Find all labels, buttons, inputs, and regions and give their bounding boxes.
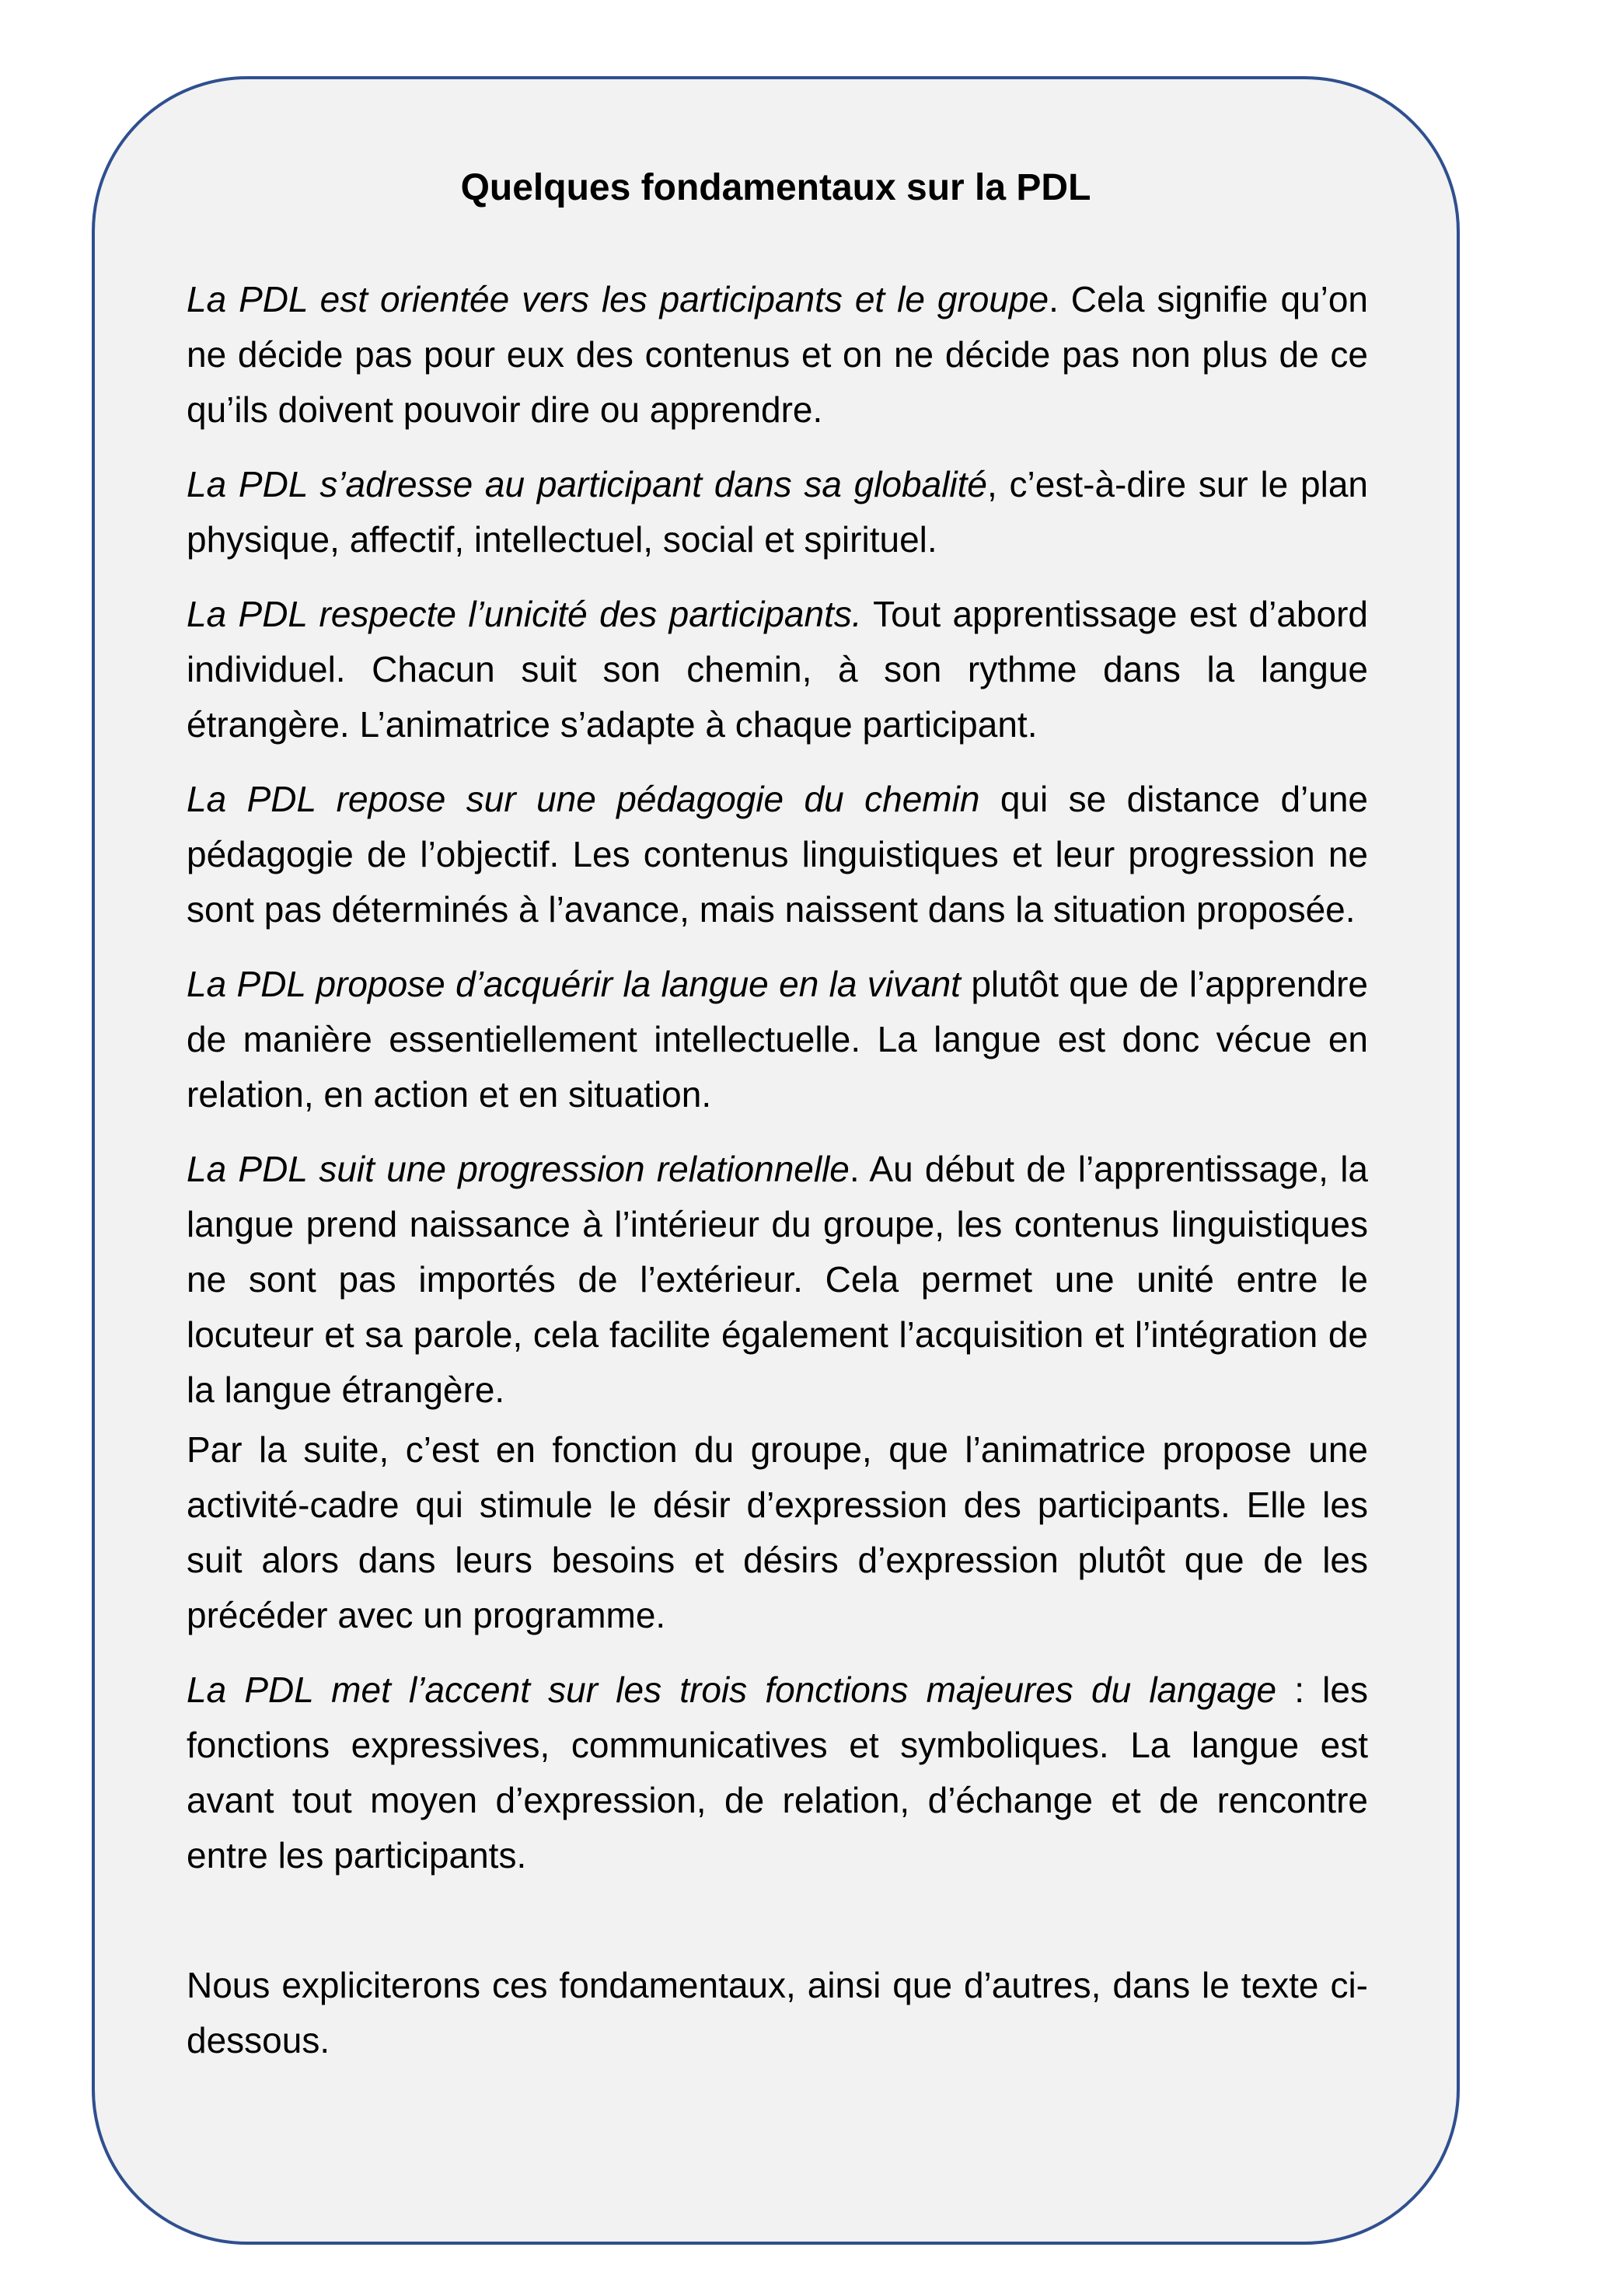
paragraph-text: Nous expliciterons ces fondamentaux, ainsi que d’autres, dans le texte ci-dessous. — [187, 1965, 1368, 2060]
paragraph-orientation — [187, 272, 1368, 438]
paragraph-lead: La PDL est orientée vers les participants et le groupe — [187, 279, 1049, 319]
content-frame — [92, 76, 1460, 2245]
paragraph-par-la-suite — [187, 1422, 1368, 1643]
paragraph-progression — [187, 1142, 1368, 1418]
paragraph-lead: La PDL met l’accent sur les trois fonctions majeures du langage — [187, 1670, 1277, 1710]
paragraph-text: plutôt que de l’apprendre de manière essentiellement intellectuelle. La langue est donc vécue en relation, en action et en situation. — [187, 964, 1368, 1115]
document-body — [187, 272, 1368, 2088]
paragraph-text: Par la suite, c’est en fonction du groupe, que l’animatrice propose une activité-cadre qui stimule le désir d’expression des participants. Elle les suit alors dans leurs besoins et désirs d’expression plutôt que de les précéder avec un programme. — [187, 1429, 1368, 1635]
paragraph-lead: La PDL respecte l’unicité des participants. — [187, 594, 862, 634]
paragraph-fonctions — [187, 1663, 1368, 1883]
paragraph-text: , c’est-à-dire sur le plan physique, affectif, intellectuel, social et spirituel. — [187, 464, 1368, 560]
paragraph-unicite — [187, 587, 1368, 752]
paragraph-lead: La PDL s’adresse au participant dans sa globalité — [187, 464, 988, 504]
paragraph-chemin — [187, 772, 1368, 937]
paragraph-vivre-langue — [187, 957, 1368, 1122]
paragraph-lead: La PDL propose d’acquérir la langue en la vivant — [187, 964, 961, 1004]
paragraph-text: . Au début de l’apprentissage, la langue prend naissance à l’intérieur du groupe, les contenus linguistiques ne sont pas importés de l’extérieur. Cela permet une unité entre le locuteur et sa parole, cela facilite également l’acquisition et l’intégration de la langue étrangère. — [187, 1149, 1368, 1410]
paragraph-globalite — [187, 457, 1368, 567]
paragraph-text: : les fonctions expressives, communicatives et symboliques. La langue est avant tout moyen d’expression, de relation, d’échange et de rencontre entre les participants. — [187, 1670, 1368, 1876]
paragraph-text: . Cela signifie qu’on ne décide pas pour eux des contenus et on ne décide pas non plus de ce qu’ils doivent pouvoir dire ou apprendre. — [187, 279, 1368, 430]
paragraph-lead: La PDL repose sur une pédagogie du chemin — [187, 779, 980, 819]
paragraph-conclusion — [187, 1958, 1368, 2068]
paragraph-text: Tout apprentissage est d’abord individuel. Chacun suit son chemin, à son rythme dans la langue étrangère. L’animatrice s’adapte à chaque participant. — [187, 594, 1368, 745]
paragraph-lead: La PDL suit une progression relationnelle — [187, 1149, 850, 1189]
paragraph-text: qui se distance d’une pédagogie de l’objectif. Les contenus linguistiques et leur progression ne sont pas déterminés à l’avance, mais naissent dans la situation proposée. — [187, 779, 1368, 930]
document-title: Quelques fondamentaux sur la PDL — [460, 167, 1091, 208]
